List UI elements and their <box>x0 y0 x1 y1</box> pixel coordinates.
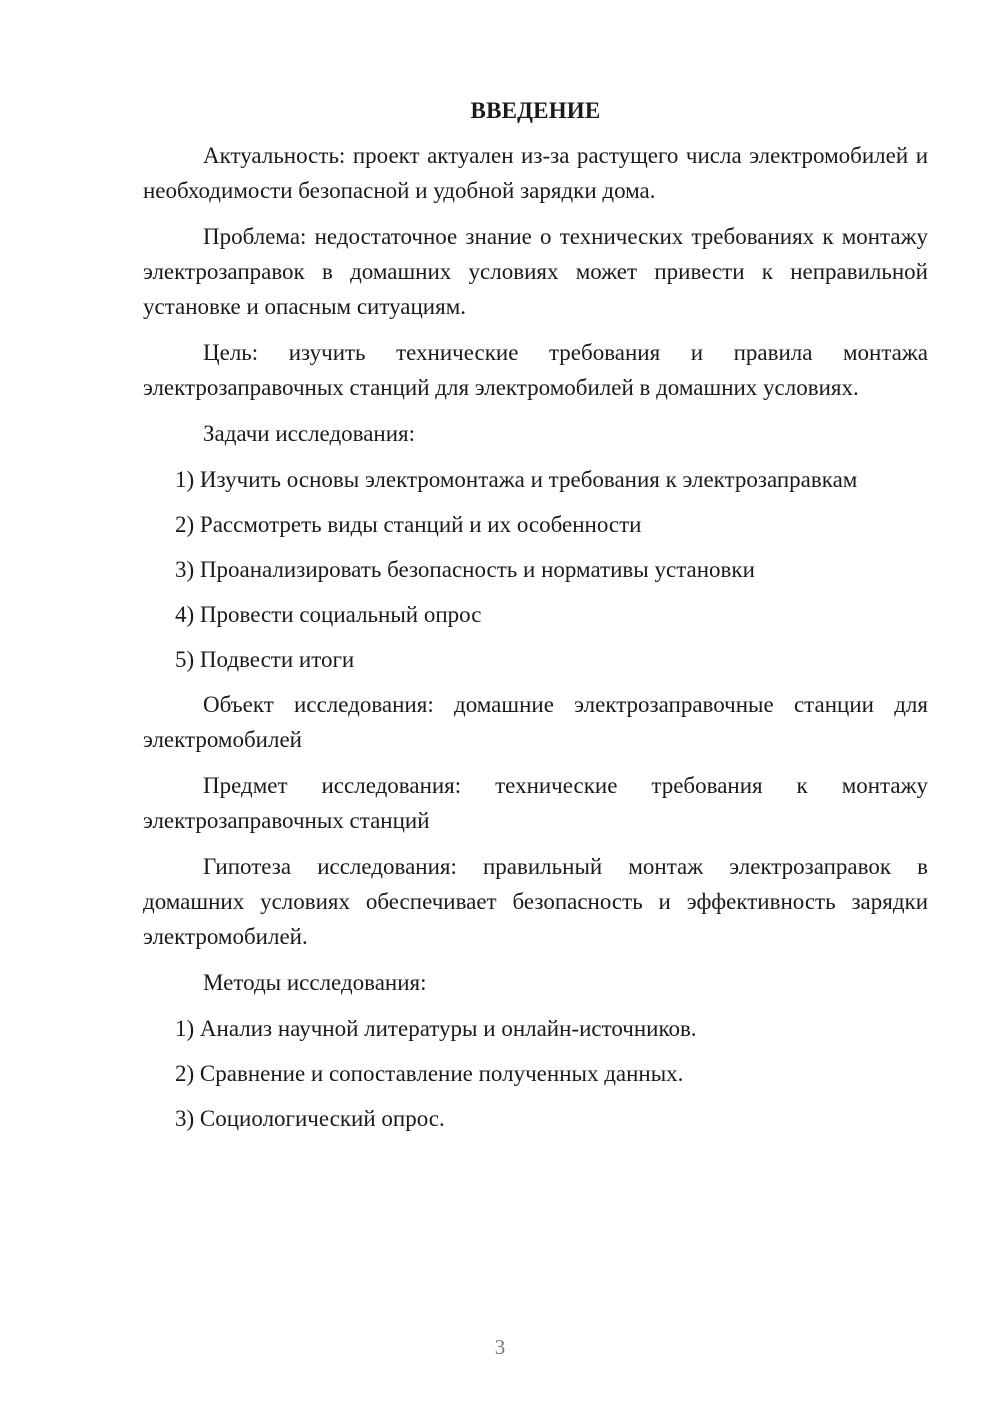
section-title: ВВЕДЕНИЕ <box>470 98 601 123</box>
method-item: 2) Сравнение и сопоставление полученных данных. <box>175 1061 684 1086</box>
relevance-paragraph: Актуальность: проект актуален из-за растущего числа электромобилей и необходимости безопасной и удобной зарядки дома. <box>143 143 928 203</box>
task-item: 5) Подвести итоги <box>175 647 355 672</box>
subject-paragraph: Предмет исследования: технические требования к монтажу электрозаправочных станций <box>143 773 928 833</box>
goal-paragraph: Цель: изучить технические требования и правила монтажа электрозаправочных станций для электромобилей в домашних условиях. <box>143 340 928 400</box>
task-item: 1) Изучить основы электромонтажа и требования к электрозаправкам <box>175 467 858 492</box>
methods-intro: Методы исследования: <box>203 970 427 995</box>
page-number: 3 <box>494 1335 506 1359</box>
tasks-list <box>143 462 928 677</box>
methods-list <box>143 1011 928 1136</box>
task-item: 4) Провести социальный опрос <box>175 602 482 627</box>
method-item: 3) Социологический опрос. <box>175 1106 445 1131</box>
hypothesis-paragraph: Гипотеза исследования: правильный монтаж электрозаправок в домашних условиях обеспечивает безопасность и эффективность зарядки электромобилей. <box>143 854 928 949</box>
page-content <box>143 94 928 1146</box>
task-item: 3) Проанализировать безопасность и нормативы установки <box>175 557 755 582</box>
tasks-intro: Задачи исследования: <box>203 421 416 446</box>
method-item: 1) Анализ научной литературы и онлайн-источников. <box>175 1016 697 1041</box>
object-paragraph: Объект исследования: домашние электрозаправочные станции для электромобилей <box>143 692 928 752</box>
task-item: 2) Рассмотреть виды станций и их особенности <box>175 512 642 537</box>
problem-paragraph: Проблема: недостаточное знание о технических требованиях к монтажу электрозаправок в домашних условиях может привести к неправильной установке и опасным ситуациям. <box>143 224 928 319</box>
